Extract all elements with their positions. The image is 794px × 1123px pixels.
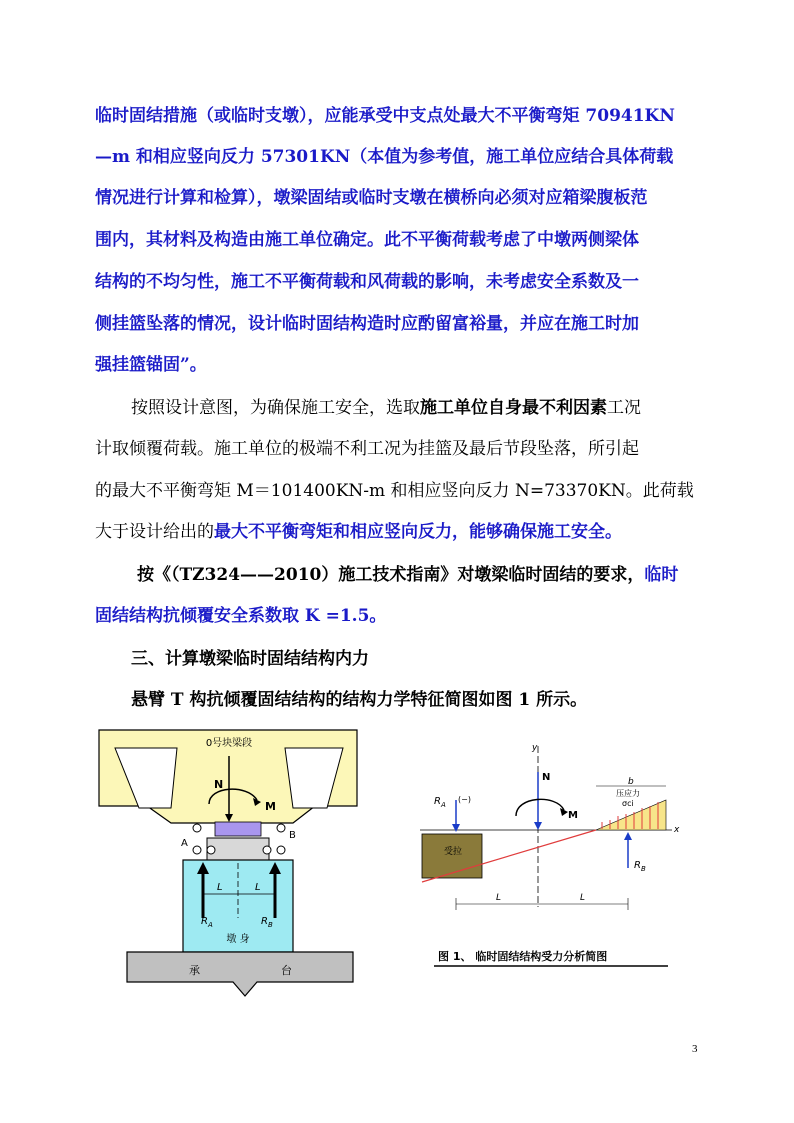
n-label: N [542,772,551,783]
n-label: N [214,778,224,791]
para2-line4-b: 最大不平衡弯矩和相应竖向反力，能够确保施工安全。 [214,522,622,542]
para2-line-4 [95,520,622,544]
support-b-label: B [289,830,296,841]
rb-label: $R_B$ [261,916,273,929]
rb-label: $R_B$ [634,860,646,873]
support-b-pin-3 [263,846,271,854]
para3-line-1 [137,563,678,587]
moment-arrow [516,799,564,816]
para1-line-5: 结构的不均匀性，施工不平衡荷载和风荷载的影响，未考虑安全系数及一 [95,272,639,292]
stress-symbol: σci [622,799,634,808]
para3-text-a: 按《（TZ324——2010）施工技术指南》对墩梁临时固结的要求， [137,565,645,585]
para2-line-2: 计取倾覆荷载。施工单位的极端不利工况为挂篮及最后节段坠落，所引起 [95,439,639,459]
rb-arrow-head [624,832,632,840]
ra-label: $R_A$ [201,916,213,929]
ra-arrow-head [452,824,460,832]
b-label: b [628,777,634,787]
para3-text-b: 临时 [644,565,679,585]
l-label-right: L [580,893,586,903]
figure-caption: 图 1、 临时固结结构受力分析简图 [438,950,608,963]
support-b-pin-1 [277,824,285,832]
tension-block-label: 受拉 [444,847,463,857]
para2-line4-a: 大于设计给出的 [95,522,214,542]
para1-line-2: —m 和相应竖向反力 57301KN（本值为参考值，施工单位应结合具体荷载 [95,147,674,167]
bearing-pad-bottom [207,838,269,860]
l-label-right: L [255,882,261,893]
support-a-pin-1 [193,824,201,832]
para1-line-7: 强挂篮锚固”。 [95,355,207,375]
y-axis-label: y [532,743,538,753]
pier-label: 墩 身 [226,934,250,945]
support-b-pin-2 [277,846,285,854]
support-a-pin-2 [193,846,201,854]
figure-intro: 悬臂 T 构抗倾覆固结结构的结构力学特征简图如图 1 所示。 [131,690,588,710]
support-a-pin-3 [207,846,215,854]
figure-left-pier-diagram [97,728,360,1000]
figure-right-force-diagram [420,742,682,970]
para2-text-b: 施工单位自身最不利因素 [420,398,607,418]
segment-label: 0号块梁段 [205,738,253,749]
l-label-left: L [217,882,223,893]
para2-line-1 [131,396,641,420]
m-label: M [568,810,578,821]
para1-line-1: 临时固结措施（或临时支墩），应能承受中支点处最大不平衡弯矩 70941KN [95,106,675,126]
x-axis-label: x [674,825,680,835]
cap-label-right: 台 [281,964,292,977]
ra-label: $R_A$ [434,796,446,809]
ra-note: (−) [458,795,471,804]
para2-text-c: 工况 [607,398,641,418]
support-a-label: A [181,838,188,849]
pile-cap [127,952,353,996]
para3-line-2: 固结结构抗倾覆安全系数取 K =1.5。 [95,606,387,626]
cap-label-left: 承 [189,964,200,977]
para2-text-a: 按照设计意图，为确保施工安全，选取 [131,398,420,418]
section-heading: 三、计算墩梁临时固结结构内力 [131,649,369,669]
page-number: 3 [692,1043,698,1055]
m-label: M [265,800,276,813]
para1-line-3: 情况进行计算和检算），墩梁固结或临时支墩在横桥向必须对应箱梁腹板范 [95,188,648,208]
stress-label: 压应力 [616,789,640,798]
bearing-pad-top [215,822,261,836]
para1-line-4: 围内，其材料及构造由施工单位确定。此不平衡荷载考虑了中墩两侧梁体 [95,230,639,250]
l-label-left: L [496,893,502,903]
para2-line-3: 的最大不平衡弯矩 M＝101400KN-m 和相应竖向反力 N=73370KN。此荷载 [95,481,694,501]
n-arrow-head [534,822,542,830]
para1-line-6: 侧挂篮坠落的情况，设计临时固结构造时应酌留富裕量，并应在施工时加 [95,314,639,334]
